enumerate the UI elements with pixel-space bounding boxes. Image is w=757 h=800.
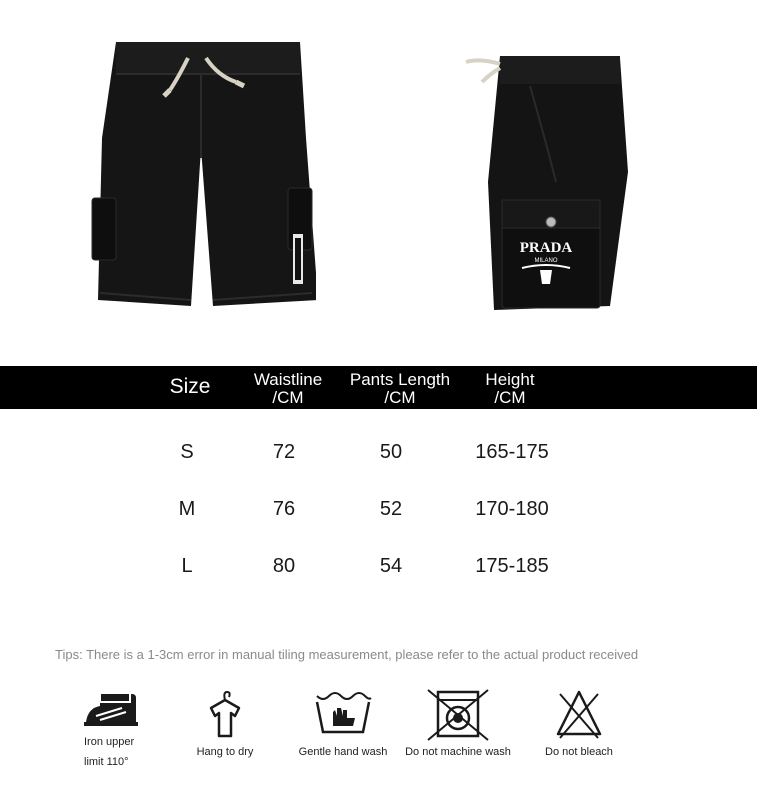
shorts-side-drawing	[460, 52, 632, 316]
care-no-machine-wash	[396, 688, 520, 762]
size-table-header	[0, 366, 757, 409]
care-iron-label-line2: limit 110°	[84, 756, 129, 768]
cell-pants-length: 52	[379, 498, 403, 520]
header-waistline: Waistline /CM	[253, 370, 323, 407]
header-pants-length: Pants Length /CM	[349, 370, 451, 407]
care-no-bleach	[534, 688, 624, 762]
measurement-tips: Tips: There is a 1-3cm error in manual tiling measurement, please refer to the actual product received	[55, 647, 639, 662]
cell-height: 170-180	[475, 498, 549, 520]
care-no-machine-label: Do not machine wash	[405, 746, 511, 758]
cell-height: 165-175	[475, 441, 549, 463]
shorts-front-photo	[88, 38, 316, 318]
cell-pants-length: 50	[379, 441, 403, 463]
care-hang	[182, 688, 268, 762]
hang-dry-icon	[203, 688, 247, 742]
header-height: Height /CM	[485, 370, 535, 407]
cell-height: 175-185	[475, 555, 549, 577]
cell-size: L	[181, 555, 193, 577]
shorts-side-photo	[460, 52, 632, 316]
table-row	[0, 551, 757, 581]
cell-pants-length: 54	[379, 555, 403, 577]
cell-waistline: 76	[272, 498, 296, 520]
care-iron-label-line1: Iron upper	[84, 736, 135, 748]
care-hand-wash-label: Gentle hand wash	[298, 746, 388, 758]
care-hand-wash	[290, 688, 396, 762]
care-iron	[70, 688, 154, 772]
cell-waistline: 80	[272, 555, 296, 577]
pocket-logo-brand: PRADA	[519, 240, 573, 256]
care-hang-label: Hang to dry	[196, 746, 254, 758]
table-row	[0, 437, 757, 467]
table-row	[0, 494, 757, 524]
cell-waistline: 72	[272, 441, 296, 463]
no-bleach-icon	[554, 688, 604, 742]
pocket-logo-city: MILANO	[534, 258, 558, 264]
no-machine-wash-icon	[426, 688, 490, 742]
header-size: Size	[169, 375, 211, 398]
cell-size: S	[180, 441, 194, 463]
care-no-bleach-label: Do not bleach	[545, 746, 613, 758]
hand-wash-icon	[313, 688, 373, 742]
iron-icon	[82, 688, 142, 732]
cell-size: M	[178, 498, 196, 520]
shorts-front-drawing	[88, 38, 316, 318]
